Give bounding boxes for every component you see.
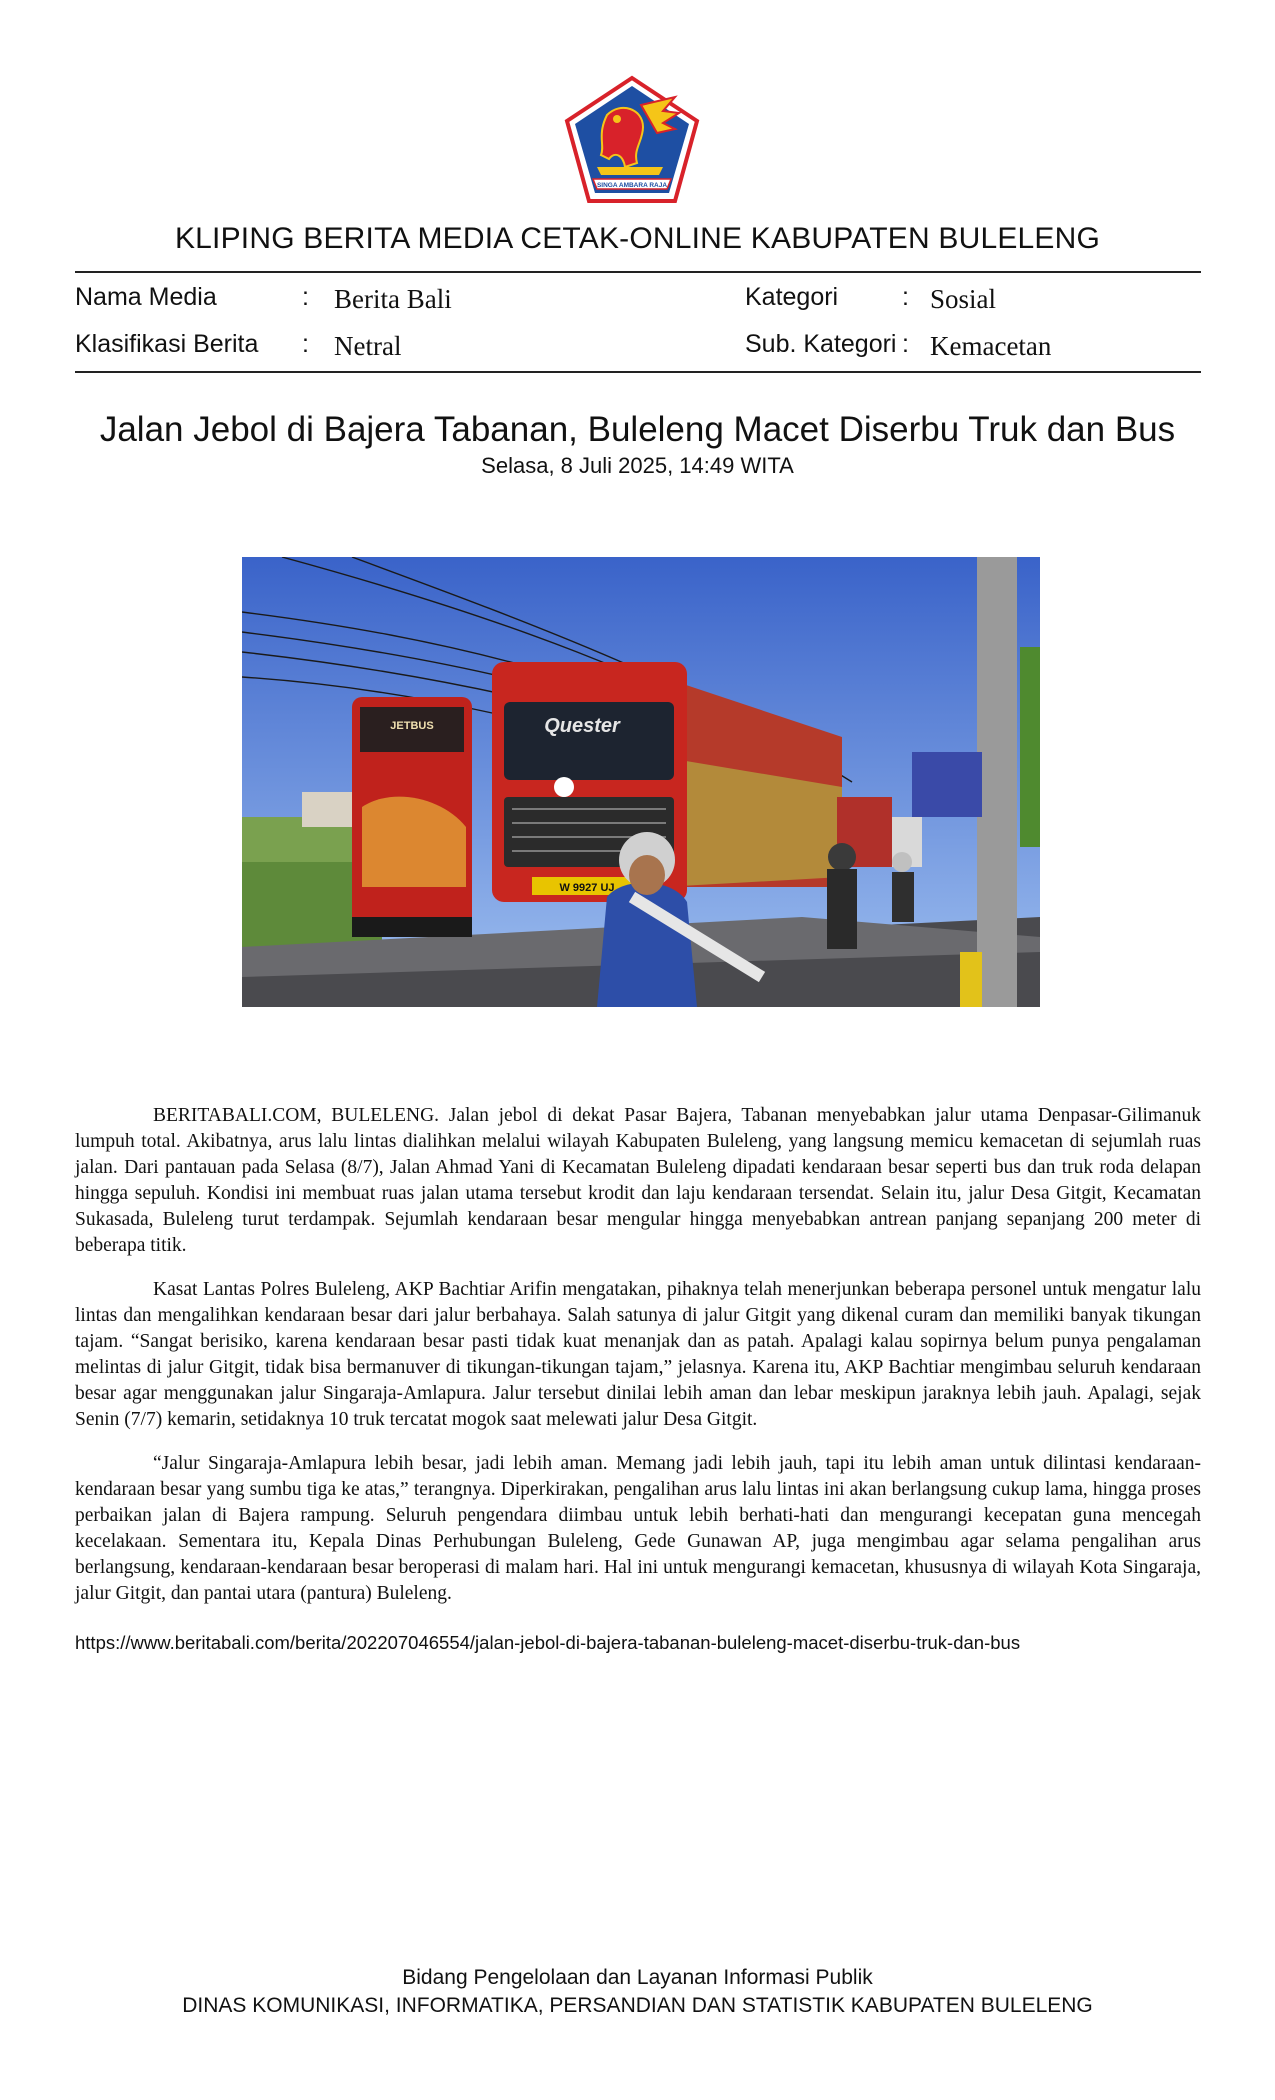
classification-value: Netral (334, 331, 402, 361)
article-date: Selasa, 8 Juli 2025, 14:49 WITA (481, 453, 794, 478)
classification-colon: : (302, 330, 309, 358)
bottom-divider (75, 371, 1201, 373)
media-name-label: Nama Media (75, 283, 217, 311)
category-label: Kategori (745, 283, 839, 311)
classification-label: Klasifikasi Berita (75, 330, 259, 358)
logo-banner-text: SINGA AMBARA RAJA (596, 182, 668, 189)
source-url-link[interactable]: https://www.beritabali.com/berita/202207046554/jalan-jebol-di-bajera-tabanan-buleleng-macet-diserbu-truk-dan-bus (75, 1632, 1021, 1653)
truck-plate-text: W 9927 UJ (559, 882, 615, 894)
regency-emblem-logo (563, 75, 701, 205)
footer-division: Bidang Pengelolaan dan Layanan Informasi Publik (402, 1966, 873, 1989)
subcategory-value: Kemacetan (930, 331, 1052, 361)
article-title: Jalan Jebol di Bajera Tabanan, Buleleng Macet Diserbu Truk dan Bus (99, 410, 1176, 449)
bus-sign-text: JETBUS (390, 720, 434, 732)
article-paragraph-2: Kasat Lantas Polres Buleleng, AKP Bachtiar Arifin mengatakan, pihaknya telah menerjunkan beberapa personel untuk mengatur lalu lintas dan mengalihkan kendaraan besar dari jalur berbahaya. Salah satunya di jalur Gitgit yang dikenal curam dan memiliki banyak tikungan tajam. “Sangat berisiko, karena kendaraan besar pasti tidak kuat menanjak dan as patah. Apalagi kalau sopirnya belum punya pengalaman melintas di jalur Gitgit, tidak bisa bermanuver di tikungan-tikungan tajam,” jelasnya. Karena itu, AKP Bachtiar mengimbau seluruh kendaraan besar agar menggunakan jalur Singaraja-Amlapura. Jalur tersebut dinilai lebih aman dan lebar meskipun jaraknya lebih jauh. Apalagi, sejak Senin (7/7) kemarin, setidaknya 10 truk tercatat mogok saat melewati jalur Desa Gitgit. (75, 1279, 1201, 1430)
category-colon: : (902, 283, 909, 311)
media-name-value: Berita Bali (334, 284, 452, 314)
footer-agency: DINAS KOMUNIKASI, INFORMATIKA, PERSANDIAN DAN STATISTIK KABUPATEN BULELENG (182, 1994, 1093, 2017)
article-paragraph-1: BERITABALI.COM, BULELENG. Jalan jebol di dekat Pasar Bajera, Tabanan menyebabkan jalur utama Denpasar-Gilimanuk lumpuh total. Akibatnya, arus lalu lintas dialihkan melalui wilayah Kabupaten Buleleng, yang langsung memicu kemacetan di sejumlah ruas jalan. Dari pantauan pada Selasa (8/7), Jalan Ahmad Yani di Kecamatan Buleleng dipadati kendaraan besar seperti bus dan truk roda delapan hingga sepuluh. Kondisi ini membuat ruas jalan utama tersebut krodit dan laju kendaraan tersendat. Selain itu, jalur Desa Gitgit, Kecamatan Sukasada, Buleleng turut terdampak. Sejumlah kendaraan besar mengular hingga menyebabkan antrean panjang sepanjang 200 meter di beberapa titik. (75, 1105, 1201, 1256)
media-name-colon: : (302, 283, 309, 311)
document-heading: KLIPING BERITA MEDIA CETAK-ONLINE KABUPATEN BULELENG (174, 222, 1101, 255)
truck-model-text: Quester (544, 715, 620, 737)
category-value: Sosial (930, 284, 997, 314)
subcategory-colon: : (902, 330, 909, 358)
top-divider (75, 271, 1201, 273)
subcategory-label: Sub. Kategori (745, 330, 897, 358)
article-paragraph-3: “Jalur Singaraja-Amlapura lebih besar, jadi lebih aman. Memang jadi lebih jauh, tapi itu lebih aman untuk dilintasi kendaraan-kendaraan besar yang sumbu tiga ke atas,” terangnya. Diperkirakan, pengalihan arus lalu lintas ini akan berlangsung cukup lama, hingga proses perbaikan jalan di Bajera rampung. Seluruh pengendara diimbau untuk lebih berhati-hati dan mengurangi kecepatan guna mencegah kecelakaan. Sementara itu, Kepala Dinas Perhubungan Buleleng, Gede Gunawan AP, juga mengimbau agar selama pengalihan arus berlangsung, kendaraan-kendaraan besar beroperasi di malam hari. Hal ini untuk mengurangi kemacetan, khususnya di wilayah Kota Singaraja, jalur Gitgit, dan pantai utara (pantura) Buleleng. (75, 1453, 1201, 1604)
news-photo (242, 557, 1040, 1007)
